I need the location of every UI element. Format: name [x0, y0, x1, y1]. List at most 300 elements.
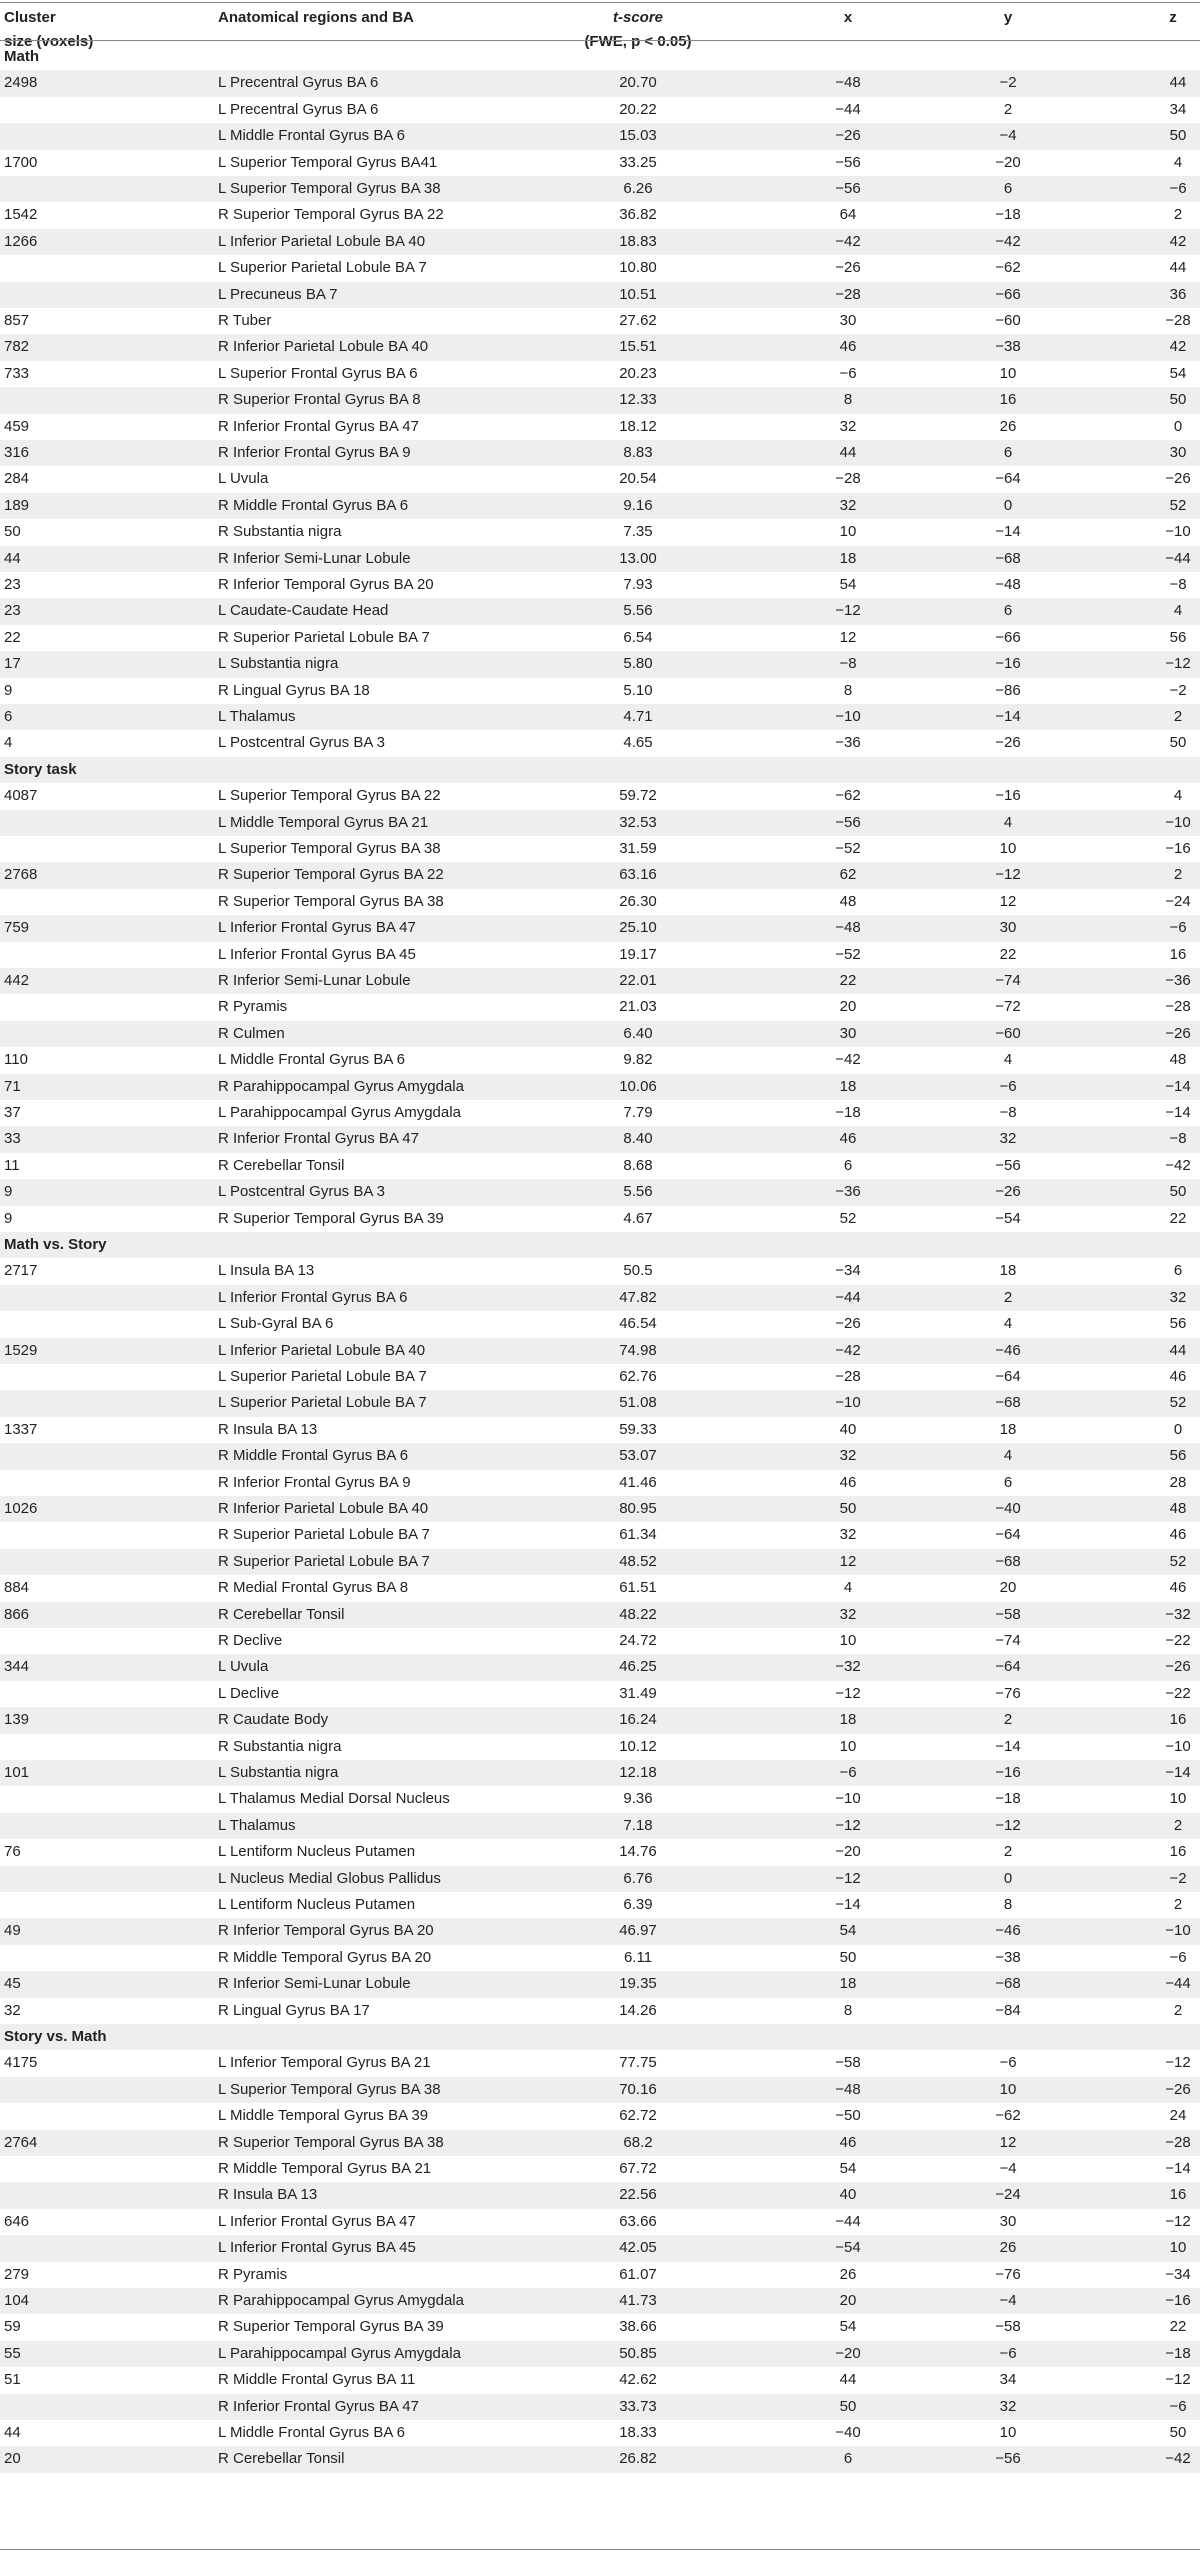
cell-x: −56 [835, 813, 861, 831]
cell-z: −34 [1165, 2265, 1191, 2283]
cell-cluster-size: 316 [4, 444, 30, 461]
cell-z: −36 [1165, 972, 1191, 989]
table-row [0, 440, 1200, 466]
cell-z: 16 [1169, 1711, 1187, 1729]
cell-x: −10 [835, 1394, 861, 1412]
cell-y: 6 [1003, 602, 1013, 620]
cell-z: 30 [1169, 444, 1187, 461]
cell-t-score: 4.71 [623, 708, 653, 725]
cell-region: L Middle Temporal Gyrus BA 21 [218, 813, 429, 831]
cell-cluster-size: 866 [4, 1605, 30, 1623]
cell-z-wrap [1095, 1311, 1200, 1337]
cell-cluster-size: 32 [4, 2001, 21, 2019]
cell-t-score: 10.06 [619, 1077, 657, 1095]
cell-z: −10 [1165, 523, 1191, 541]
cell-y: 6 [1003, 1473, 1013, 1491]
cell-t-score: 6.76 [623, 1869, 653, 1887]
cell-z-wrap [1095, 598, 1200, 624]
table-row [0, 1866, 1200, 1892]
cell-region: L Lentiform Nucleus Putamen [218, 1843, 416, 1861]
cell-t-score: 46.54 [619, 1315, 657, 1333]
cell-x: 32 [839, 496, 857, 514]
cell-region: L Superior Temporal Gyrus BA41 [218, 153, 438, 171]
table-row [0, 1945, 1200, 1971]
cell-t-score: 50.5 [623, 1262, 653, 1280]
cell-region: L Postcentral Gyrus BA 3 [218, 1183, 386, 1201]
cell-t-score: 67.72 [619, 2160, 657, 2177]
cell-t-score: 42.62 [619, 2371, 657, 2389]
cell-z-wrap [1095, 123, 1200, 149]
cell-region: L Parahippocampal Gyrus Amygdala [218, 1104, 461, 1121]
cell-x: −56 [835, 153, 861, 171]
cell-z: 48 [1169, 1500, 1187, 1517]
cell-x: −42 [835, 1051, 861, 1069]
cell-region: L Inferior Temporal Gyrus BA 21 [218, 2054, 431, 2072]
cell-z-wrap [1095, 334, 1200, 360]
cell-z-wrap [1095, 994, 1200, 1020]
cell-region: L Parahippocampal Gyrus Amygdala [218, 2344, 461, 2362]
cell-cluster-size [4, 1866, 204, 1892]
cell-z-wrap [1095, 1364, 1200, 1390]
section-title: Story task [4, 760, 77, 778]
cell-y: −60 [995, 1024, 1021, 1042]
cell-y: −64 [995, 1368, 1021, 1385]
cell-region: L Lentiform Nucleus Putamen [218, 1896, 416, 1913]
cell-z: −44 [1165, 549, 1191, 567]
cell-t-score: 48.22 [619, 1605, 657, 1623]
cell-region: R Substantia nigra [218, 1737, 342, 1755]
cell-x: −44 [835, 2212, 861, 2230]
cell-region: R Inferior Semi-Lunar Lobule [218, 1975, 411, 1993]
cell-x: −26 [835, 1315, 861, 1333]
cell-x: −52 [835, 840, 861, 857]
cell-x: 54 [839, 2318, 857, 2336]
cell-region: L Substantia nigra [218, 1764, 339, 1781]
cell-z: −6 [1169, 180, 1187, 197]
cell-y: −76 [995, 1684, 1021, 1702]
cell-cluster-size: 279 [4, 2265, 30, 2283]
cell-z: 54 [1169, 364, 1187, 382]
cell-z-wrap [1095, 176, 1200, 202]
cell-z-wrap [1095, 1153, 1200, 1179]
cell-x: 44 [839, 2371, 857, 2389]
cell-z: 52 [1169, 1552, 1187, 1570]
cell-x: 48 [839, 892, 857, 910]
cell-x: 10 [839, 523, 857, 541]
table-row [0, 1786, 1200, 1812]
cell-x: 4 [843, 1579, 853, 1597]
cell-t-score: 7.93 [623, 576, 653, 593]
cell-z-wrap [1095, 2288, 1200, 2314]
table-row [0, 1602, 1200, 1628]
cell-cluster-size: 2717 [4, 1262, 38, 1280]
section-header-row [0, 757, 1200, 783]
cell-cluster-size [4, 1443, 204, 1469]
cell-x: 8 [843, 2001, 853, 2019]
cell-x: −12 [835, 1816, 861, 1834]
cell-z-wrap [1095, 546, 1200, 572]
cell-x: 10 [839, 1737, 857, 1755]
cell-t-score: 33.73 [619, 2397, 657, 2415]
cell-t-score: 4.65 [623, 734, 653, 752]
cell-cluster-size: 1266 [4, 232, 38, 250]
cell-t-score: 5.80 [623, 655, 653, 673]
cell-t-score: 20.70 [619, 74, 657, 92]
cell-y: −76 [995, 2265, 1021, 2283]
section-header-row [0, 44, 1200, 70]
table-row [0, 1285, 1200, 1311]
cell-region: R Declive [218, 1632, 283, 1649]
table-row [0, 1153, 1200, 1179]
cell-y: −84 [995, 2001, 1021, 2019]
cell-x: 30 [839, 312, 857, 329]
cell-z: −28 [1165, 312, 1191, 329]
header-y: y [1003, 9, 1013, 26]
cell-z: 2 [1173, 866, 1183, 884]
cell-region: R Middle Temporal Gyrus BA 21 [218, 2160, 432, 2177]
table-row [0, 1126, 1200, 1152]
cell-z-wrap [1095, 493, 1200, 519]
cell-x: −40 [835, 2424, 861, 2441]
cell-z: 2 [1173, 206, 1183, 224]
cell-region: R Superior Parietal Lobule BA 7 [218, 628, 430, 646]
cell-cluster-size [4, 123, 204, 149]
cell-region: R Inferior Semi-Lunar Lobule [218, 549, 411, 567]
cell-y: 10 [999, 364, 1017, 382]
cell-region: L Inferior Frontal Gyrus BA 47 [218, 2212, 416, 2230]
cell-cluster-size [4, 1285, 204, 1311]
table-row [0, 1654, 1200, 1680]
cell-region: R Inferior Parietal Lobule BA 40 [218, 338, 429, 356]
cell-z: 48 [1169, 1051, 1187, 1069]
cell-region: L Uvula [218, 470, 269, 488]
cell-t-score: 20.54 [619, 470, 657, 488]
cell-x: −32 [835, 1658, 861, 1676]
cell-region: L Superior Parietal Lobule BA 7 [218, 1394, 427, 1412]
cell-region: R Superior Temporal Gyrus BA 39 [218, 1209, 444, 1227]
cell-z-wrap [1095, 2209, 1200, 2235]
cell-x: 46 [839, 1130, 857, 1148]
cell-t-score: 9.82 [623, 1051, 653, 1069]
cell-t-score: 5.56 [623, 602, 653, 620]
cell-cluster-size [4, 1681, 204, 1707]
cell-z-wrap [1095, 862, 1200, 888]
cell-z-wrap [1095, 202, 1200, 228]
cell-region: R Pyramis [218, 2265, 288, 2283]
table-row [0, 1258, 1200, 1284]
table-row [0, 1074, 1200, 1100]
cell-x: −18 [835, 1104, 861, 1121]
cell-region: R Superior Parietal Lobule BA 7 [218, 1526, 430, 1544]
cell-z-wrap [1095, 466, 1200, 492]
cell-z: 16 [1169, 2186, 1187, 2204]
cell-x: −28 [835, 470, 861, 488]
cell-t-score: 20.22 [619, 100, 657, 118]
cell-z-wrap [1095, 1918, 1200, 1944]
table-bottom-rule [0, 2549, 1200, 2550]
cell-y: −14 [995, 1737, 1021, 1755]
cell-cluster-size [4, 2182, 204, 2208]
cell-y: −26 [995, 734, 1021, 752]
cell-region: L Inferior Frontal Gyrus BA 47 [218, 919, 416, 937]
cell-cluster-size: 1542 [4, 206, 38, 224]
cell-z-wrap [1095, 2235, 1200, 2261]
cell-cluster-size [4, 836, 204, 862]
cell-region: R Inferior Temporal Gyrus BA 20 [218, 1922, 434, 1940]
cell-x: −44 [835, 1288, 861, 1306]
cell-cluster-size [4, 994, 204, 1020]
cell-z-wrap [1095, 1206, 1200, 1232]
cell-x: 50 [839, 1500, 857, 1517]
cell-y: −54 [995, 1209, 1021, 1227]
cell-region: R Substantia nigra [218, 523, 342, 541]
cell-z: 2 [1173, 1816, 1183, 1834]
cell-y: 32 [999, 2397, 1017, 2415]
cell-cluster-size: 4 [4, 734, 13, 752]
cell-t-score: 6.54 [623, 628, 653, 646]
cell-y: 10 [999, 2080, 1017, 2098]
cell-region: L Caudate-Caudate Head [218, 602, 389, 620]
cell-z: 16 [1169, 1843, 1187, 1861]
cell-z: −42 [1165, 1156, 1191, 1174]
cell-t-score: 26.30 [619, 892, 657, 910]
cell-x: 12 [839, 628, 857, 646]
cell-region: R Insula BA 13 [218, 1420, 318, 1438]
cell-z: 46 [1169, 1526, 1187, 1544]
cell-z: 52 [1169, 1394, 1187, 1412]
table-row [0, 97, 1200, 123]
cell-x: −34 [835, 1262, 861, 1280]
table-row [0, 2262, 1200, 2288]
cell-x: 8 [843, 391, 853, 409]
header-t-line2: (FWE, p < 0.05) [584, 33, 692, 50]
cell-t-score: 4.67 [623, 1209, 653, 1227]
cell-cluster-size: 59 [4, 2318, 21, 2336]
cell-cluster-size [4, 255, 204, 281]
cell-y: 18 [999, 1420, 1017, 1438]
cell-z-wrap [1095, 2130, 1200, 2156]
table-row [0, 704, 1200, 730]
cell-t-score: 46.97 [619, 1922, 657, 1940]
cell-z: −8 [1169, 1130, 1187, 1148]
cell-cluster-size: 71 [4, 1077, 21, 1095]
cell-cluster-size: 442 [4, 972, 30, 989]
cell-y: 12 [999, 2133, 1017, 2151]
table-row [0, 2288, 1200, 2314]
cell-t-score: 61.34 [619, 1526, 657, 1544]
table-row [0, 493, 1200, 519]
cell-t-score: 62.72 [619, 2107, 657, 2125]
cell-t-score: 25.10 [619, 919, 657, 937]
cell-z-wrap [1095, 1971, 1200, 1997]
cell-z: −26 [1165, 1658, 1191, 1676]
cell-region: R Superior Temporal Gyrus BA 38 [218, 2133, 444, 2151]
table-row [0, 1417, 1200, 1443]
cell-x: −54 [835, 2239, 861, 2257]
cell-region: R Superior Temporal Gyrus BA 22 [218, 866, 444, 884]
cell-y: −58 [995, 1605, 1021, 1623]
cell-region: L Inferior Frontal Gyrus BA 45 [218, 945, 416, 963]
header-z: z [1169, 9, 1177, 26]
cell-z: −12 [1165, 655, 1191, 673]
cell-t-score: 61.51 [619, 1579, 657, 1597]
table-row [0, 1918, 1200, 1944]
cell-z: −6 [1169, 2397, 1187, 2415]
cell-y: −20 [995, 153, 1021, 171]
table-row [0, 2050, 1200, 2076]
cell-t-score: 8.68 [623, 1156, 653, 1174]
cell-region: L Superior Temporal Gyrus BA 38 [218, 840, 441, 857]
cell-y: −8 [999, 1104, 1017, 1121]
cell-x: −36 [835, 734, 861, 752]
cell-region: L Superior Temporal Gyrus BA 38 [218, 180, 441, 197]
cell-cluster-size [4, 889, 204, 915]
table-row [0, 414, 1200, 440]
table-row [0, 1100, 1200, 1126]
table-row [0, 942, 1200, 968]
cell-cluster-size: 884 [4, 1579, 30, 1597]
cell-region: R Inferior Parietal Lobule BA 40 [218, 1500, 429, 1517]
cell-cluster-size: 2498 [4, 74, 38, 92]
table-row [0, 572, 1200, 598]
cell-region: L Precuneus BA 7 [218, 285, 338, 303]
cell-y: −62 [995, 259, 1021, 277]
cell-x: −52 [835, 945, 861, 963]
cell-t-score: 19.35 [619, 1975, 657, 1993]
table-row [0, 1021, 1200, 1047]
cell-z: 4 [1173, 787, 1183, 805]
table-row [0, 1522, 1200, 1548]
cell-z: 2 [1173, 2001, 1183, 2019]
cell-x: 10 [839, 1632, 857, 1649]
cell-t-score: 61.07 [619, 2265, 657, 2283]
cell-region: L Inferior Parietal Lobule BA 40 [218, 1341, 426, 1359]
table-row [0, 2420, 1200, 2446]
cell-t-score: 77.75 [619, 2054, 657, 2072]
cell-x: −36 [835, 1183, 861, 1201]
cell-region: R Tuber [218, 312, 272, 329]
cell-region: L Thalamus Medial Dorsal Nucleus [218, 1790, 450, 1808]
cell-z-wrap [1095, 1734, 1200, 1760]
cell-z-wrap [1095, 1945, 1200, 1971]
cell-z: 56 [1169, 1315, 1187, 1333]
cell-z-wrap [1095, 2314, 1200, 2340]
cell-t-score: 59.72 [619, 787, 657, 805]
cell-t-score: 8.40 [623, 1130, 653, 1148]
cell-z-wrap [1095, 1760, 1200, 1786]
cell-y: −68 [995, 549, 1021, 567]
cell-y: 2 [1003, 100, 1013, 118]
cell-y: −68 [995, 1975, 1021, 1993]
cell-region: R Inferior Frontal Gyrus BA 47 [218, 417, 419, 435]
cell-t-score: 48.52 [619, 1552, 657, 1570]
cell-z: −32 [1165, 1605, 1191, 1623]
cell-z-wrap [1095, 1786, 1200, 1812]
cell-cluster-size [4, 1945, 204, 1971]
table-row [0, 1681, 1200, 1707]
cell-region: R Middle Frontal Gyrus BA 6 [218, 1447, 409, 1465]
table-row [0, 519, 1200, 545]
cell-z-wrap [1095, 1602, 1200, 1628]
cell-z: −42 [1165, 2450, 1191, 2468]
cell-z-wrap [1095, 1707, 1200, 1733]
cell-z-wrap [1095, 1813, 1200, 1839]
cell-z: 46 [1169, 1368, 1187, 1385]
cell-cluster-size [4, 1813, 204, 1839]
cell-region: L Superior Temporal Gyrus BA 38 [218, 2080, 441, 2098]
cell-z-wrap [1095, 387, 1200, 413]
cell-z: −28 [1165, 2133, 1191, 2151]
cell-region: R Pyramis [218, 998, 288, 1016]
cell-z: −44 [1165, 1975, 1191, 1993]
cell-z-wrap [1095, 1522, 1200, 1548]
cell-t-score: 53.07 [619, 1447, 657, 1465]
cell-x: −12 [835, 1684, 861, 1702]
cell-z: −8 [1169, 576, 1187, 593]
cell-cluster-size: 17 [4, 655, 21, 673]
table-row [0, 361, 1200, 387]
cell-t-score: 68.2 [623, 2133, 653, 2151]
cell-y: 34 [999, 2371, 1017, 2389]
cell-z: 24 [1169, 2107, 1187, 2125]
cell-z-wrap [1095, 1285, 1200, 1311]
cell-x: 12 [839, 1552, 857, 1570]
cell-x: 8 [843, 681, 853, 699]
header-bottom-rule [0, 40, 1200, 41]
cell-y: 30 [999, 919, 1017, 937]
cell-t-score: 21.03 [619, 998, 657, 1016]
cell-y: −16 [995, 787, 1021, 805]
cell-y: 4 [1003, 1447, 1013, 1465]
cell-z: 4 [1173, 153, 1183, 171]
cell-cluster-size: 9 [4, 1183, 13, 1201]
cell-cluster-size [4, 2077, 204, 2103]
cell-x: −6 [839, 1764, 857, 1781]
cell-t-score: 14.76 [619, 1843, 657, 1861]
cell-cluster-size: 1337 [4, 1420, 38, 1438]
cell-y: 12 [999, 892, 1017, 910]
cell-t-score: 63.16 [619, 866, 657, 884]
cell-z-wrap [1095, 572, 1200, 598]
cell-y: 4 [1003, 813, 1013, 831]
cell-cluster-size: 51 [4, 2371, 21, 2389]
cell-region: L Middle Frontal Gyrus BA 6 [218, 1051, 406, 1069]
cell-z: 22 [1169, 2318, 1187, 2336]
cell-t-score: 15.51 [619, 338, 657, 356]
cell-cluster-size [4, 810, 204, 836]
cell-t-score: 62.76 [619, 1368, 657, 1385]
cell-cluster-size [4, 282, 204, 308]
cell-t-score: 9.16 [623, 496, 653, 514]
table-row [0, 2314, 1200, 2340]
cell-x: 32 [839, 1526, 857, 1544]
table-row [0, 994, 1200, 1020]
cell-y: −68 [995, 1394, 1021, 1412]
cell-cluster-size [4, 1311, 204, 1337]
cell-region: L Uvula [218, 1658, 269, 1676]
cell-z: −14 [1165, 2160, 1191, 2177]
cell-y: 2 [1003, 1843, 1013, 1861]
cell-z: 42 [1169, 338, 1187, 356]
cell-t-score: 63.66 [619, 2212, 657, 2230]
cell-z-wrap [1095, 1681, 1200, 1707]
cell-cluster-size [4, 1628, 204, 1654]
cell-t-score: 19.17 [619, 945, 657, 963]
table-row [0, 334, 1200, 360]
cell-t-score: 18.83 [619, 232, 657, 250]
table-row [0, 1998, 1200, 2024]
cell-z-wrap [1095, 1074, 1200, 1100]
